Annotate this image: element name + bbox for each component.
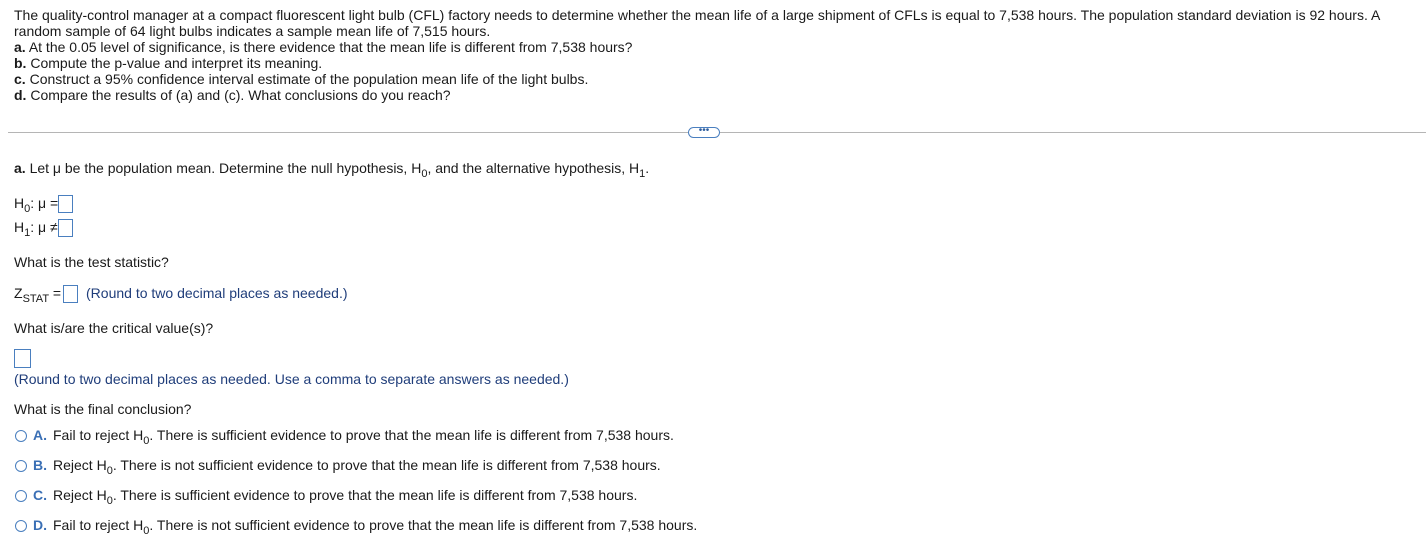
relation-text: : μ ≠ bbox=[30, 219, 58, 235]
subscript: 0 bbox=[421, 168, 428, 180]
problem-part-b bbox=[14, 55, 1416, 71]
prompt-text: Let μ be the population mean. Determine the null hypothesis, H bbox=[29, 160, 422, 176]
part-label: b. bbox=[14, 55, 27, 71]
radio-button[interactable] bbox=[15, 520, 27, 532]
critical-value-hint: (Round to two decimal places as needed. Use a comma to separate answers as needed.) bbox=[14, 371, 569, 387]
problem-part-c bbox=[14, 71, 1416, 87]
option-text: Fail to reject H bbox=[53, 517, 144, 533]
prompt-text: . bbox=[645, 160, 650, 176]
option-text: Reject H bbox=[53, 457, 107, 473]
zstat-input[interactable] bbox=[63, 285, 78, 303]
null-hypothesis-input[interactable] bbox=[58, 195, 73, 213]
part-text: Compare the results of (a) and (c). What conclusions do you reach? bbox=[30, 87, 451, 103]
radio-button[interactable] bbox=[15, 460, 27, 472]
conclusion-question: What is the final conclusion? bbox=[14, 401, 192, 417]
subscript: 0 bbox=[106, 495, 113, 507]
problem-statement bbox=[14, 7, 1416, 103]
null-hypothesis-row bbox=[14, 195, 73, 213]
problem-part-d bbox=[14, 87, 1416, 103]
test-statistic-question: What is the test statistic? bbox=[14, 254, 169, 270]
part-text: Construct a 95% confidence interval estimate of the population mean life of the light bulbs. bbox=[29, 71, 589, 87]
part-text: Compute the p-value and interpret its meaning. bbox=[30, 55, 323, 71]
zstat-hint: (Round to two decimal places as needed.) bbox=[86, 285, 348, 301]
option-text: . There is sufficient evidence to prove that the mean life is different from 7,538 hours. bbox=[112, 487, 638, 503]
alt-hypothesis-input[interactable] bbox=[58, 219, 73, 237]
part-label: d. bbox=[14, 87, 27, 103]
problem-intro: The quality-control manager at a compact fluorescent light bulb (CFL) factory needs to determine whether the mean life of a large shipment of CFLs is equal to 7,538 hours. The population standard deviation is 92 hours. A random sample of 64 light bulbs indicates a sample mean life of 7,515 hours. bbox=[14, 7, 1380, 39]
radio-button[interactable] bbox=[15, 430, 27, 442]
critical-value-row bbox=[14, 349, 31, 368]
part-a-label: a. bbox=[14, 160, 26, 176]
option-text: . There is sufficient evidence to prove that the mean life is different from 7,538 hours. bbox=[149, 427, 674, 443]
part-label: c. bbox=[14, 71, 26, 87]
relation-text: : μ = bbox=[30, 195, 59, 211]
expand-button[interactable]: ••• bbox=[688, 127, 720, 138]
option-letter: B. bbox=[33, 457, 47, 473]
h-label: H bbox=[14, 195, 25, 211]
prompt-text: , and the alternative hypothesis, H bbox=[427, 160, 640, 176]
option-text: Reject H bbox=[53, 487, 107, 503]
option-c[interactable] bbox=[15, 487, 638, 507]
part-text: At the 0.05 level of significance, is there evidence that the mean life is different from 7,538 hours? bbox=[28, 39, 633, 55]
option-letter: C. bbox=[33, 487, 47, 503]
option-text: Fail to reject H bbox=[53, 427, 144, 443]
critical-value-question: What is/are the critical value(s)? bbox=[14, 320, 214, 336]
option-letter: A. bbox=[33, 427, 47, 443]
part-label: a. bbox=[14, 39, 26, 55]
subscript: 0 bbox=[143, 435, 150, 447]
part-a-prompt bbox=[14, 160, 650, 180]
option-letter: D. bbox=[33, 517, 47, 533]
option-text: . There is not sufficient evidence to prove that the mean life is different from 7,538 hours. bbox=[149, 517, 698, 533]
subscript: 1 bbox=[639, 168, 646, 180]
option-b[interactable] bbox=[15, 457, 661, 477]
problem-part-a bbox=[14, 39, 1416, 55]
h-label: H bbox=[14, 219, 25, 235]
zstat-row bbox=[14, 285, 348, 303]
subscript: 0 bbox=[143, 525, 150, 537]
subscript: STAT bbox=[22, 293, 50, 305]
alt-hypothesis-row bbox=[14, 219, 73, 237]
radio-button[interactable] bbox=[15, 490, 27, 502]
equals-text: = bbox=[49, 285, 62, 301]
subscript: 1 bbox=[24, 227, 31, 239]
option-text: . There is not sufficient evidence to prove that the mean life is different from 7,538 hours. bbox=[112, 457, 661, 473]
subscript: 0 bbox=[24, 203, 31, 215]
option-a[interactable] bbox=[15, 427, 674, 447]
z-label: Z bbox=[14, 285, 23, 301]
subscript: 0 bbox=[106, 465, 113, 477]
critical-value-input[interactable] bbox=[14, 349, 31, 368]
option-d[interactable] bbox=[15, 517, 698, 537]
